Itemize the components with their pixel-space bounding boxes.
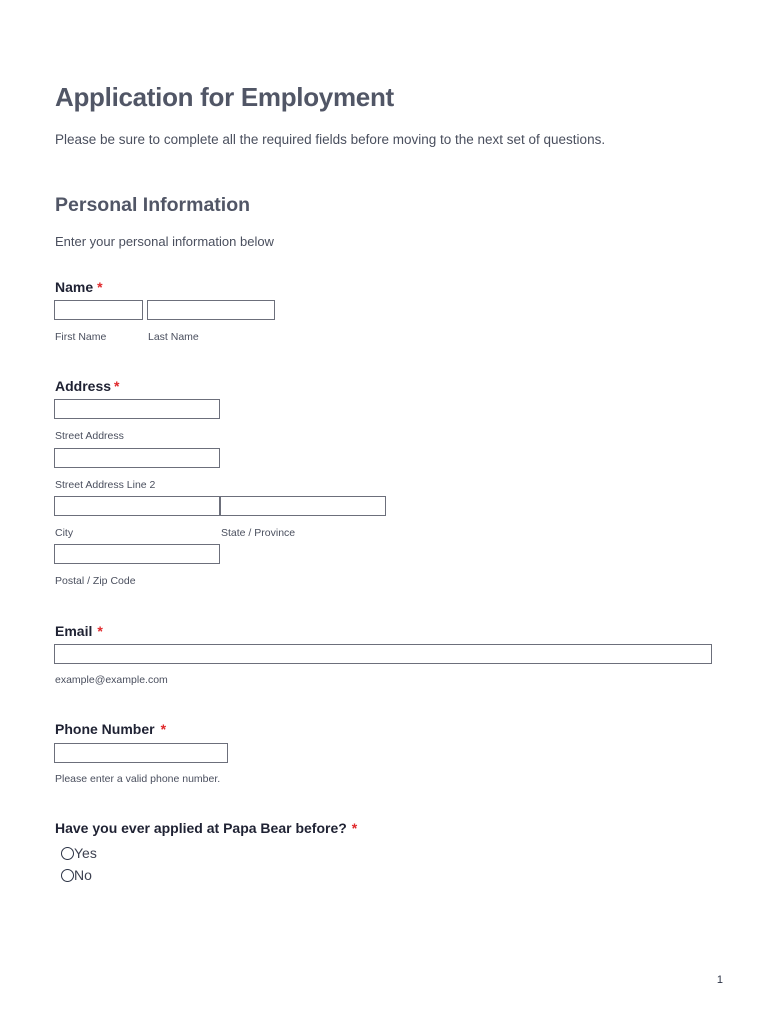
radio-option-yes-label: Yes bbox=[74, 845, 97, 861]
street-address-input[interactable] bbox=[54, 399, 220, 419]
required-marker: * bbox=[97, 279, 103, 295]
city-sublabel: City bbox=[55, 527, 74, 539]
name-label-text: Name bbox=[55, 279, 94, 295]
radio-option-no-label: No bbox=[74, 867, 92, 883]
radio-option-yes[interactable] bbox=[61, 845, 97, 861]
address-label bbox=[55, 378, 119, 394]
radio-option-no[interactable] bbox=[61, 867, 92, 883]
street-address-sublabel: Street Address bbox=[55, 430, 124, 442]
email-label-text: Email bbox=[55, 623, 93, 639]
page-number: 1 bbox=[716, 974, 723, 986]
street-address-line2-input[interactable] bbox=[54, 448, 220, 468]
radio-circle-icon[interactable] bbox=[61, 847, 74, 860]
radio-circle-icon[interactable] bbox=[61, 869, 74, 882]
name-label bbox=[55, 279, 103, 295]
street-address-line2-sublabel: Street Address Line 2 bbox=[55, 479, 156, 491]
required-marker: * bbox=[351, 820, 358, 836]
state-province-sublabel: State / Province bbox=[221, 527, 296, 539]
phone-input[interactable] bbox=[54, 743, 228, 763]
first-name-sublabel: First Name bbox=[55, 331, 107, 343]
phone-label-text: Phone Number bbox=[55, 721, 155, 737]
postal-code-input[interactable] bbox=[54, 544, 220, 564]
applied-before-label-text: Have you ever applied at Papa Bear before? bbox=[55, 820, 347, 836]
email-hint: example@example.com bbox=[55, 674, 168, 686]
last-name-input[interactable] bbox=[147, 300, 275, 320]
required-marker: * bbox=[114, 378, 120, 394]
state-province-input[interactable] bbox=[220, 496, 386, 516]
applied-before-label bbox=[55, 820, 357, 836]
email-label bbox=[55, 623, 103, 639]
phone-label bbox=[55, 721, 166, 737]
required-marker: * bbox=[97, 623, 103, 639]
form-intro: Please be sure to complete all the required fields before moving to the next set of questions. bbox=[55, 132, 606, 147]
required-marker: * bbox=[160, 721, 167, 737]
last-name-sublabel: Last Name bbox=[148, 331, 199, 343]
section-subtitle: Enter your personal information below bbox=[55, 234, 274, 249]
email-input[interactable] bbox=[54, 644, 712, 664]
address-label-text: Address bbox=[55, 378, 112, 394]
section-title: Personal Information bbox=[55, 194, 251, 216]
first-name-input[interactable] bbox=[54, 300, 143, 320]
phone-hint: Please enter a valid phone number. bbox=[55, 773, 221, 785]
city-input[interactable] bbox=[54, 496, 220, 516]
postal-code-sublabel: Postal / Zip Code bbox=[55, 575, 136, 587]
form-title: Application for Employment bbox=[55, 82, 394, 112]
